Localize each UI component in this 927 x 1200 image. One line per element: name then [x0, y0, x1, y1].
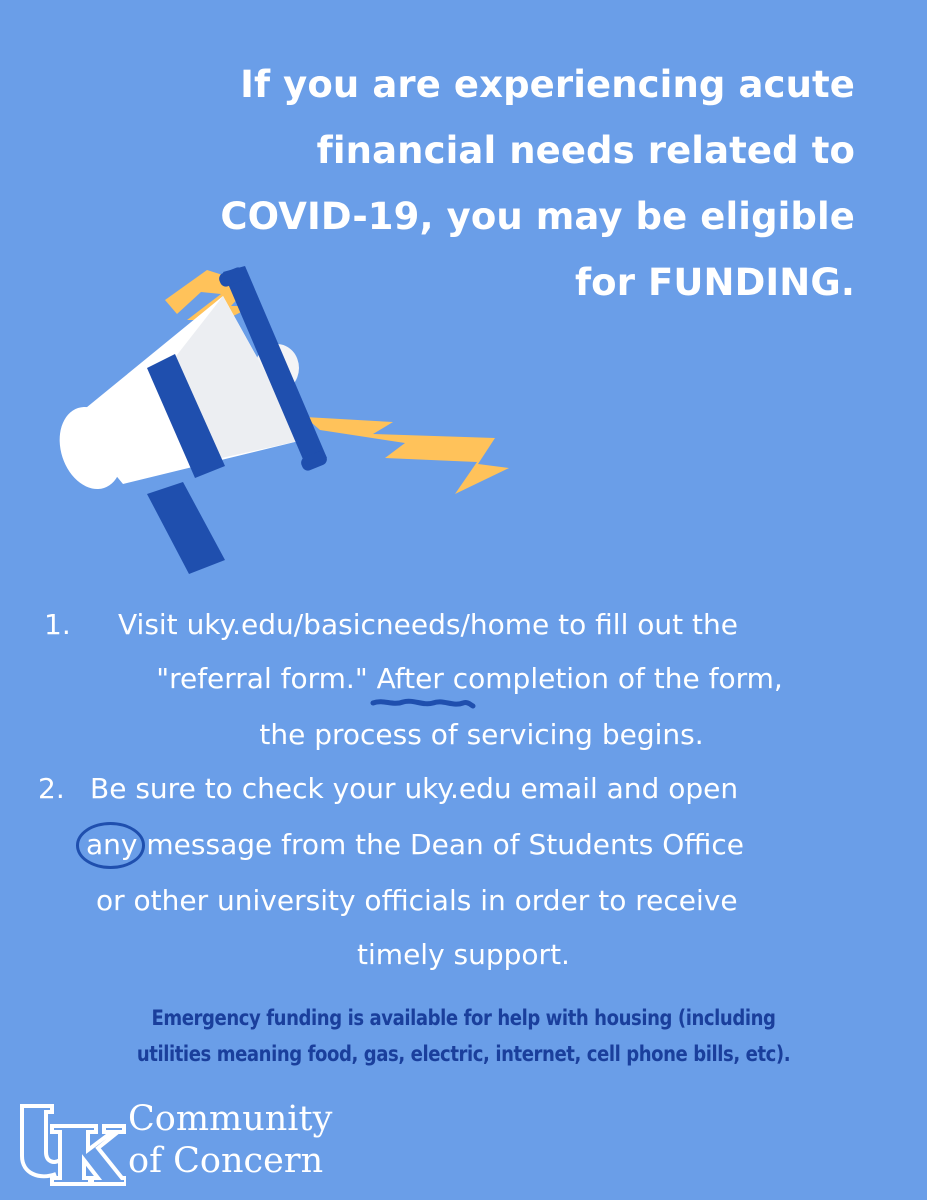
step-text: any	[86, 828, 138, 861]
headline-line: for FUNDING.	[574, 261, 855, 304]
circle-scribble-icon	[76, 822, 145, 869]
step-text: timely support.	[357, 938, 570, 971]
wordmark-line: of Concern	[128, 1141, 324, 1181]
step-1-line-2	[0, 650, 927, 707]
headline-line: COVID-19, you may be eligible	[220, 195, 855, 238]
step-text: the process of servicing begins.	[259, 718, 704, 751]
step-text: Visit uky.edu/basicneeds/home to fill out the	[118, 608, 738, 641]
megaphone-icon	[55, 266, 329, 574]
wordmark-line: Community	[128, 1099, 333, 1139]
step-2-line-4	[0, 926, 927, 983]
lightning-bolt-icon	[305, 417, 509, 494]
funding-note-line: utilities meaning food, gas, electric, internet, cell phone bills, etc).	[136, 1042, 791, 1066]
step-text: message from the Dean of Students Office	[137, 828, 744, 861]
circled-word	[86, 816, 137, 873]
step-number: 1.	[44, 608, 71, 641]
step-text: After completion of the form,	[376, 662, 783, 695]
headline-line: If you are experiencing acute	[240, 63, 855, 106]
step-text: or other university officials in order to receive	[96, 884, 738, 917]
funding-note-line: Emergency funding is available for help with housing (including	[151, 1006, 776, 1030]
step-text: Be sure to check your uky.edu email and open	[90, 772, 739, 805]
uk-logo	[16, 1100, 126, 1186]
step-1-line-3	[0, 706, 927, 763]
emphasized-text	[377, 650, 783, 707]
step-text-group	[86, 816, 744, 873]
megaphone-illustration	[55, 262, 565, 582]
community-of-concern-wordmark	[128, 1098, 332, 1182]
step-text: "referral form."	[156, 662, 377, 695]
step-number: 2.	[38, 772, 65, 805]
headline-line: financial needs related to	[316, 129, 855, 172]
funding-note	[99, 1000, 827, 1072]
